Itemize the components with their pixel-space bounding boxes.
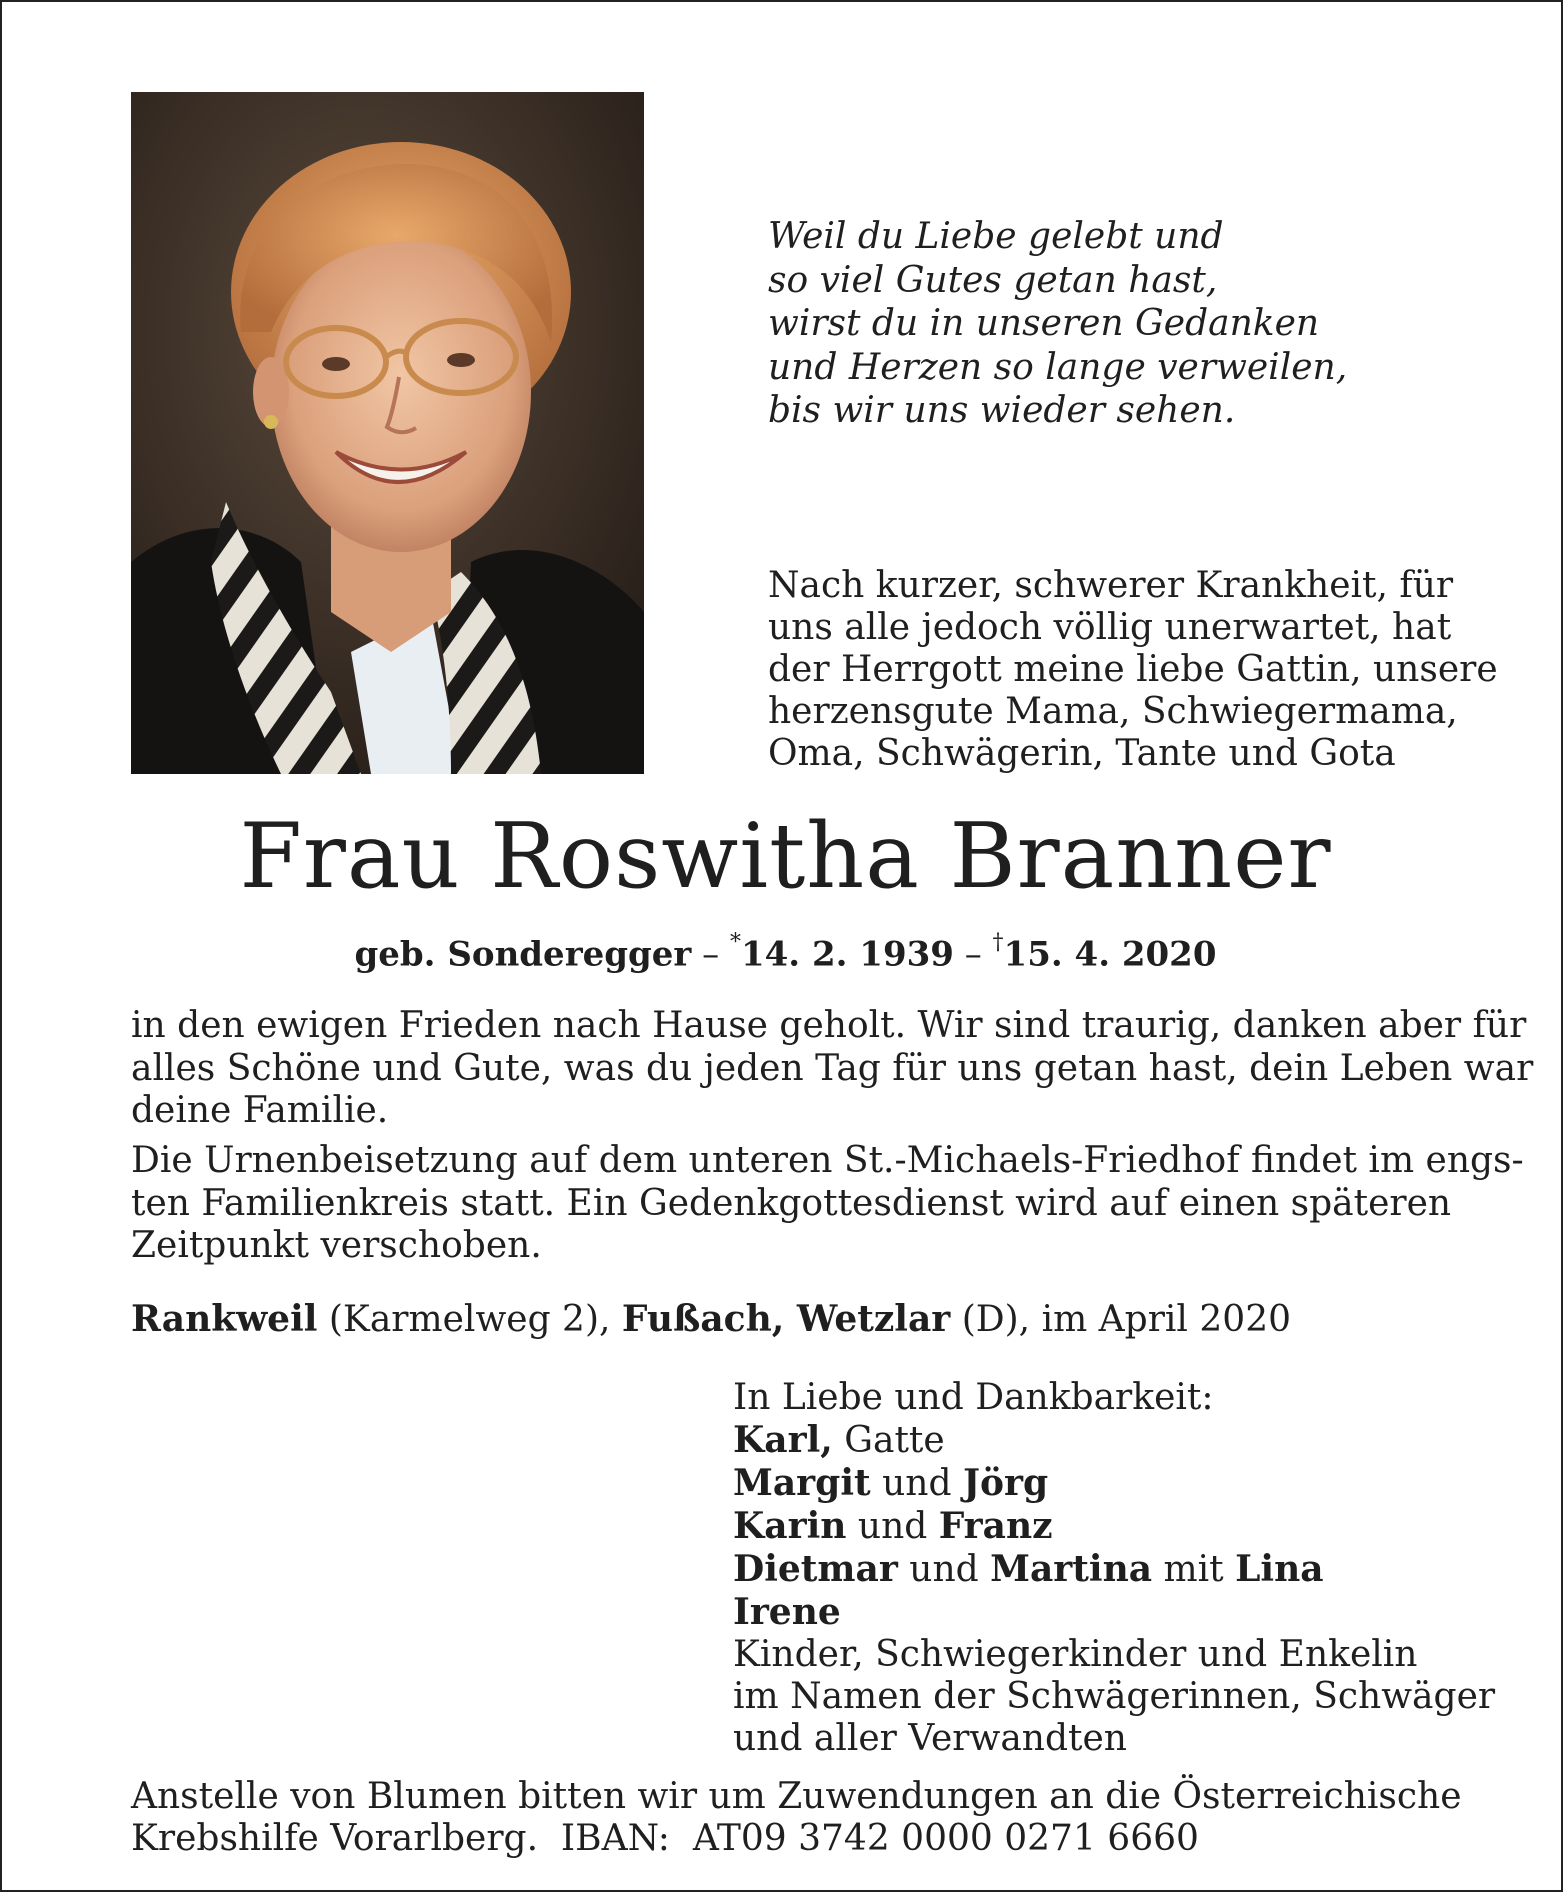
body-paragraph-1 xyxy=(131,1005,1534,1133)
body-line: ten Familienkreis statt. Ein Gedenkgottesdienst wird auf einen späteren xyxy=(131,1182,1452,1224)
connector-text: und xyxy=(897,1549,991,1590)
family-line xyxy=(733,1419,1493,1462)
intro-line: herzensgute Mama, Schwiegermama, xyxy=(768,691,1458,732)
name-franz: Franz xyxy=(938,1505,1053,1547)
death-date: 15. 4. 2020 xyxy=(1003,934,1217,975)
family-line: Kinder, Schwiegerkinder und Enkelin xyxy=(733,1634,1418,1675)
body-line: Zeitpunkt verschoben. xyxy=(131,1225,542,1266)
poem-line: bis wir uns wieder sehen. xyxy=(768,390,1236,431)
name-irene: Irene xyxy=(733,1591,841,1633)
name-dietmar: Dietmar xyxy=(733,1548,898,1590)
connector-text: mit xyxy=(1152,1549,1236,1590)
body-line: alles Schöne und Gute, was du jeden Tag für uns getan hast, dein Leben war xyxy=(131,1047,1534,1089)
name-lina: Lina xyxy=(1235,1548,1324,1590)
name-karin: Karin xyxy=(733,1505,847,1547)
body-line: in den ewigen Frieden nach Hause geholt. Wir sind traurig, danken aber für xyxy=(131,1005,1527,1046)
portrait-photo xyxy=(131,92,644,774)
separator: – xyxy=(702,934,720,975)
portrait-image xyxy=(131,92,644,774)
connector-text: und xyxy=(846,1506,939,1547)
poem xyxy=(768,215,1468,433)
body-paragraph-2 xyxy=(131,1140,1524,1268)
towns-fussach-wetzlar: Fußach, Wetzlar xyxy=(621,1298,951,1340)
poem-line: so viel Gutes getan hast, xyxy=(768,259,1218,301)
poem-line: und Herzen so lange verweilen, xyxy=(768,346,1348,388)
intro-text xyxy=(768,565,1498,775)
death-symbol: † xyxy=(992,930,1004,955)
intro-line: der Herrgott meine liebe Gattin, unsere xyxy=(768,649,1498,690)
family-line: im Namen der Schwägerinnen, Schwäger xyxy=(733,1676,1496,1717)
name-karl: Karl, xyxy=(733,1419,833,1461)
address: (Karmelweg 2), xyxy=(317,1299,622,1340)
separator: – xyxy=(964,934,982,975)
poem-line: wirst du in unseren Gedanken xyxy=(768,303,1320,344)
town-rankweil: Rankweil xyxy=(131,1298,318,1340)
country-date: (D), im April 2020 xyxy=(950,1299,1291,1340)
body-line: Die Urnenbeisetzung auf dem unteren St.-Michaels-Friedhof findet im engs- xyxy=(131,1140,1524,1181)
place-date-line xyxy=(131,1298,1438,1341)
family-line xyxy=(733,1462,1493,1505)
family-line xyxy=(733,1591,1493,1634)
name-margit: Margit xyxy=(733,1462,871,1504)
intro-line: Nach kurzer, schwerer Krankheit, für xyxy=(768,565,1454,606)
name-martina: Martina xyxy=(990,1548,1153,1590)
donation-note xyxy=(131,1776,1462,1860)
name-joerg: Jörg xyxy=(962,1462,1049,1504)
donation-line: Krebshilfe Vorarlberg. IBAN: AT09 3742 0000 0271 6660 xyxy=(131,1818,1199,1859)
family-line xyxy=(733,1548,1493,1591)
birth-symbol: * xyxy=(729,930,741,955)
birth-date: 14. 2. 1939 xyxy=(740,934,954,975)
intro-line: uns alle jedoch völlig unerwartet, hat xyxy=(768,607,1452,648)
role-text: Gatte xyxy=(832,1420,945,1461)
family-line: und aller Verwandten xyxy=(733,1718,1127,1759)
body-line: deine Familie. xyxy=(131,1090,389,1131)
intro-line: Oma, Schwägerin, Tante und Gota xyxy=(768,733,1396,774)
connector-text: und xyxy=(870,1463,963,1504)
donation-line: Anstelle von Blumen bitten wir um Zuwendungen an die Österreichische xyxy=(131,1776,1462,1817)
family-signatures xyxy=(733,1377,1496,1760)
birth-name: geb. Sonderegger xyxy=(354,934,692,975)
life-dates xyxy=(2,925,1567,976)
family-line xyxy=(733,1505,1493,1548)
poem-line: Weil du Liebe gelebt und xyxy=(768,216,1224,257)
family-heading: In Liebe und Dankbarkeit: xyxy=(733,1377,1214,1418)
deceased-name: Frau Roswitha Branner xyxy=(239,804,1332,909)
